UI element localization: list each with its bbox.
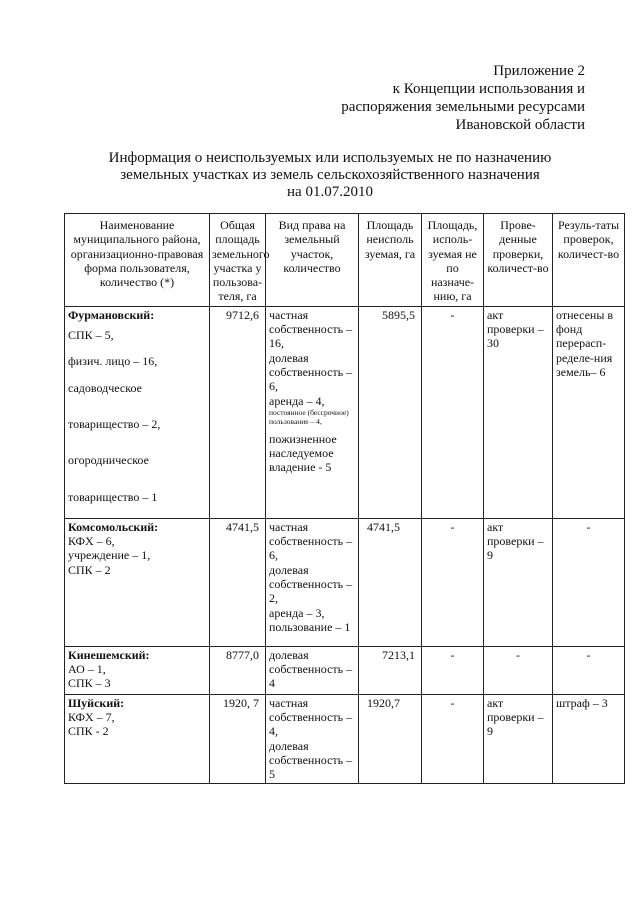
title-line-2: земельных участках из земель сельскохозяйственного назначения	[120, 167, 540, 183]
right-line: частная собственность – 16,	[269, 307, 353, 351]
results-cell: -	[553, 646, 625, 694]
rights-cell	[266, 306, 359, 518]
district-name: Комсомольский:	[68, 519, 159, 534]
unused-area-cell: 1920,7	[359, 694, 422, 783]
entity-line: товарищество – 1	[68, 489, 158, 504]
entity-line: СПК – 3	[68, 676, 111, 691]
header-inspections: Прове-денные проверки, количест-во	[484, 214, 553, 307]
entity-line: АО – 1,	[68, 662, 106, 677]
right-line: долевая собственность – 2,	[269, 562, 353, 606]
right-line: долевая собственность – 5	[269, 738, 353, 782]
right-line: долевая собственность – 6,	[269, 350, 353, 394]
inspections-cell: акт проверки – 30	[484, 306, 553, 518]
total-area-cell: 4741,5	[210, 518, 266, 646]
entity-line: КФХ – 6,	[68, 534, 115, 549]
table-row	[65, 518, 625, 646]
right-line: частная собственность – 6,	[269, 519, 353, 563]
entity-line: учреждение – 1,	[68, 548, 151, 563]
header-unused-area: Площадь неисполь зуемая, га	[359, 214, 422, 307]
total-area-cell: 1920, 7	[210, 694, 266, 783]
district-name: Фурмановский:	[68, 307, 155, 322]
unused-area-cell: 4741,5	[359, 518, 422, 646]
rights-cell	[266, 518, 359, 646]
header-results: Резуль-таты проверок, количест-во	[553, 214, 625, 307]
document-title	[60, 150, 600, 201]
results-cell: штраф – 3	[553, 694, 625, 783]
entity-line: КФХ – 7,	[68, 710, 115, 725]
misused-area-cell: -	[422, 518, 484, 646]
total-area-cell: 9712,6	[210, 306, 266, 518]
total-area-cell: 8777,0	[210, 646, 266, 694]
header-rights: Вид права на земельный участок, количество	[266, 214, 359, 307]
district-name: Шуйский:	[68, 695, 125, 710]
title-line-1: Информация о неиспользуемых или используемых не по назначению	[108, 150, 552, 166]
rights-cell	[266, 646, 359, 694]
header-district: Наименование муниципального района, организационно-правовая форма пользователя, количество (*)	[65, 214, 210, 307]
misused-area-cell: -	[422, 646, 484, 694]
inspections-cell: -	[484, 646, 553, 694]
table-row	[65, 306, 625, 518]
table-header-row	[65, 214, 625, 307]
inspections-cell: акт проверки – 9	[484, 518, 553, 646]
header-misused-area: Площадь, исполь-зуемая не по назначе-нию, га	[422, 214, 484, 307]
appendix-line-2: к Концепции использования и	[392, 81, 585, 97]
entity-line: товарищество – 2,	[68, 416, 161, 431]
entity-line: СПК - 2	[68, 724, 109, 739]
land-info-table	[64, 213, 625, 784]
inspections-cell: акт проверки – 9	[484, 694, 553, 783]
right-line: пожизненное наследуемое владение - 5	[269, 431, 337, 475]
entity-line: СПК – 5,	[68, 328, 114, 343]
right-line: частная собственность – 4,	[269, 695, 353, 739]
results-cell: -	[553, 518, 625, 646]
entity-line: СПК – 2	[68, 562, 111, 577]
misused-area-cell: -	[422, 694, 484, 783]
appendix-header	[245, 62, 585, 134]
title-line-3: на 01.07.2010	[287, 184, 373, 200]
misused-area-cell: -	[422, 306, 484, 518]
appendix-line-3: распоряжения земельными ресурсами	[341, 99, 585, 115]
header-total-area: Общая площадь земельного участка у пользова-теля, га	[210, 214, 266, 307]
unused-area-cell: 7213,1	[359, 646, 422, 694]
appendix-line-4: Ивановской области	[455, 117, 585, 133]
results-cell: отнесены в фонд перерасп-ределе-ния земель– 6	[553, 306, 625, 518]
entity-line: садоводческое	[68, 380, 142, 395]
appendix-line-1: Приложение 2	[493, 63, 585, 79]
table-row	[65, 646, 625, 694]
district-cell	[65, 646, 210, 694]
entity-line: огородническое	[68, 453, 149, 468]
district-cell	[65, 694, 210, 783]
right-line: аренда – 3, пользование – 1	[269, 605, 351, 634]
district-cell	[65, 518, 210, 646]
right-line: аренда – 4,	[269, 393, 325, 408]
rights-cell	[266, 694, 359, 783]
entity-line: физич. лицо – 16,	[68, 354, 158, 369]
district-cell	[65, 306, 210, 518]
table-row	[65, 694, 625, 783]
unused-area-cell: 5895,5	[359, 306, 422, 518]
right-line-small: постоянное (бессрочное) пользование – 4,	[269, 407, 349, 426]
right-line: долевая собственность – 4	[269, 647, 353, 691]
district-name: Кинешемский:	[68, 647, 150, 662]
